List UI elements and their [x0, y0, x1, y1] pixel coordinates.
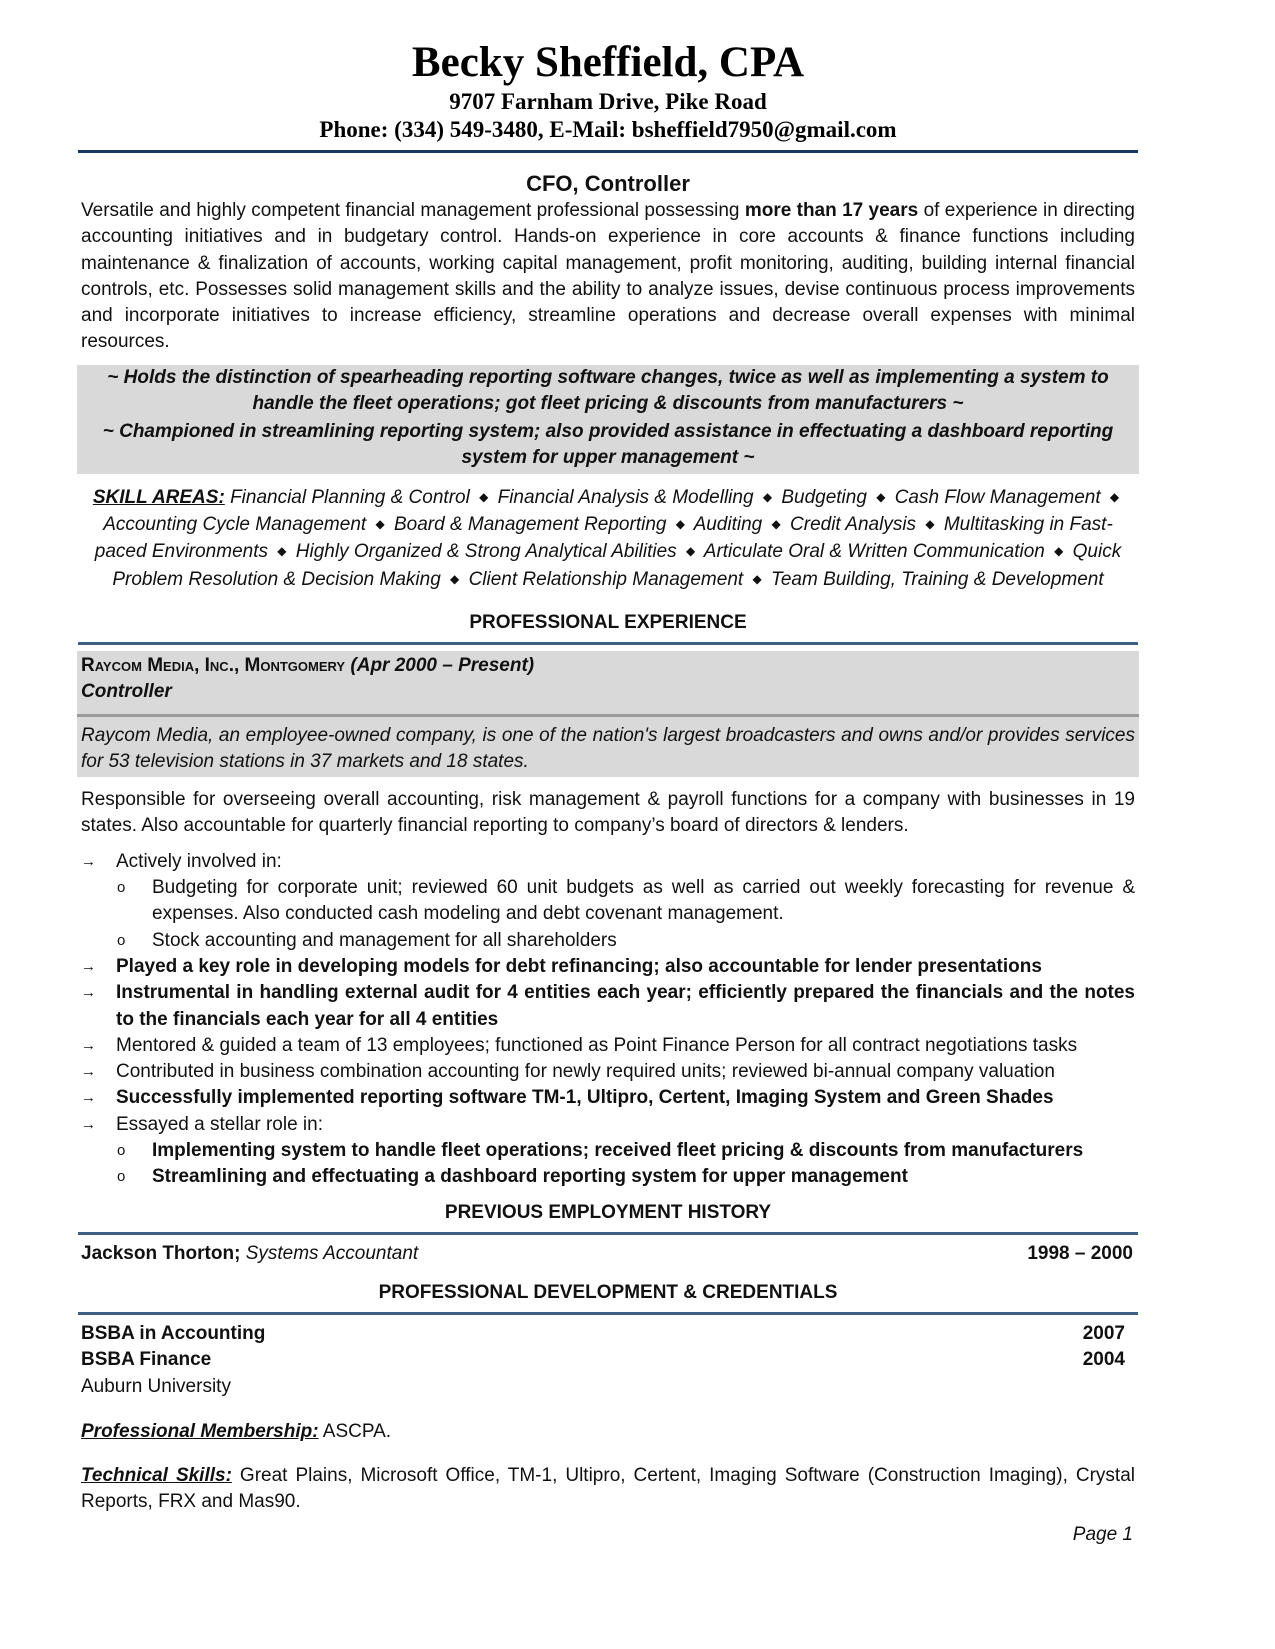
diamond-bullet-icon: ◆: [375, 517, 385, 532]
degree-year: 2004: [1082, 1349, 1125, 1371]
previous-job-row: [81, 1241, 1135, 1267]
resume-header: [81, 38, 1135, 144]
skill-item: Board & Management Reporting: [393, 514, 667, 536]
diamond-bullet-icon: ◆: [876, 489, 886, 504]
section-divider: [78, 642, 1138, 645]
skill-item: Auditing: [693, 514, 763, 536]
company-name: Raycom Media, Inc., Montgomery: [81, 654, 346, 676]
professional-membership: [81, 1419, 1135, 1445]
page-number: Page 1: [1072, 1523, 1133, 1545]
diamond-bullet-icon: ◆: [925, 517, 935, 532]
job-position: Controller: [81, 681, 172, 703]
skill-areas-label: SKILL AREAS:: [92, 486, 225, 508]
section-divider: [78, 1312, 1138, 1315]
achievement-text: Actively involved in:: [116, 850, 282, 872]
degree-year: 2007: [1082, 1322, 1125, 1344]
contact-info: Phone: (334) 549-3480, E-Mail: bsheffield7950@gmail.com: [319, 117, 897, 142]
diamond-bullet-icon: ◆: [1054, 544, 1064, 559]
arrow-bullet-icon: →: [81, 1063, 96, 1081]
section-heading-experience: PROFESSIONAL EXPERIENCE: [469, 611, 747, 633]
technical-skills-value: Great Plains, Microsoft Office, TM-1, Ultipro, Certent, Imaging Software (Construction Imaging), Crystal Reports, FRX and Mas90.: [81, 1465, 1136, 1513]
school-name: Auburn University: [81, 1375, 231, 1397]
sub-achievement-item: [81, 1164, 1135, 1190]
skill-item: Highly Organized & Strong Analytical Abilities: [295, 541, 677, 563]
membership-label: Professional Membership:: [81, 1420, 319, 1442]
technical-skills: [81, 1463, 1135, 1516]
arrow-bullet-icon: →: [81, 852, 96, 870]
technical-skills-label: Technical Skills:: [81, 1465, 232, 1487]
degree-name: BSBA in Accounting: [81, 1322, 266, 1344]
highlights-box: [77, 365, 1139, 474]
skill-areas: [81, 484, 1135, 593]
achievement-item: [81, 1112, 1135, 1191]
skill-item: Cash Flow Management: [894, 486, 1101, 508]
circle-bullet-icon: o: [117, 1142, 126, 1160]
achievement-list: [81, 849, 1135, 1191]
achievement-item: [81, 1033, 1135, 1059]
sub-achievement-text: Implementing system to handle fleet operations; received fleet pricing & discounts from manufacturers: [152, 1140, 1084, 1162]
sub-achievement-list: [81, 875, 1135, 954]
achievement-text: Instrumental in handling external audit for 4 entities each year; efficiently prepared the financials and the notes to the financials each year for all 4 entities: [116, 982, 1135, 1030]
skill-item: Accounting Cycle Management: [103, 514, 367, 536]
skill-item: Quick Problem Resolution & Decision Making: [112, 541, 1122, 590]
arrow-bullet-icon: →: [81, 957, 96, 975]
circle-bullet-icon: o: [117, 931, 126, 949]
sub-achievement-item: [81, 928, 1135, 954]
company-description: Raycom Media, an employee-owned company, is one of the nation's largest broadcasters and owns and/or provides services for 53 television stations in 37 markets and 18 states.: [77, 717, 1139, 778]
circle-bullet-icon: o: [117, 879, 126, 897]
candidate-name: Becky Sheffield, CPA: [411, 39, 805, 86]
address: 9707 Farnham Drive, Pike Road: [449, 89, 767, 114]
achievement-text: Contributed in business combination accounting for newly required units; reviewed bi-annual company valuation: [116, 1061, 1055, 1083]
target-role-title: CFO, Controller: [526, 171, 690, 196]
degree-name: BSBA Finance: [81, 1349, 212, 1371]
summary-text-1: Versatile and highly competent financial management professional possessing: [81, 200, 745, 221]
circle-bullet-icon: o: [117, 1168, 126, 1186]
skill-item: Client Relationship Management: [468, 568, 744, 590]
achievement-item: [81, 849, 1135, 954]
job-responsibility: Responsible for overseeing overall accounting, risk management & payroll functions for a company with businesses in 19 states. Also accountable for quarterly financial reporting to company’s board of directors & lenders.: [81, 789, 1135, 837]
diamond-bullet-icon: ◆: [675, 517, 685, 532]
achievement-item: [81, 980, 1135, 1033]
arrow-bullet-icon: →: [81, 1115, 96, 1133]
skill-item: Articulate Oral & Written Communication: [703, 541, 1045, 563]
diamond-bullet-icon: ◆: [277, 544, 287, 559]
skill-item: Credit Analysis: [790, 514, 917, 536]
diamond-bullet-icon: ◆: [771, 517, 781, 532]
achievement-item: [81, 1059, 1135, 1085]
degree-row: [81, 1347, 1135, 1373]
job-header: [77, 651, 1139, 717]
sub-achievement-item: [81, 875, 1135, 928]
skill-item: Financial Analysis & Modelling: [497, 486, 754, 508]
achievement-text: Successfully implemented reporting software TM-1, Ultipro, Certent, Imaging System and Green Shades: [116, 1087, 1054, 1109]
previous-role: Systems Accountant: [245, 1242, 419, 1264]
section-heading-previous: PREVIOUS EMPLOYMENT HISTORY: [444, 1201, 772, 1223]
skill-item: Multitasking in Fast-paced Environments: [94, 514, 1113, 563]
job-dates: (Apr 2000 – Present): [350, 654, 535, 676]
achievement-text: Mentored & guided a team of 13 employees; functioned as Point Finance Person for all contract negotiations tasks: [116, 1034, 1078, 1056]
summary-text-2: of experience in directing accounting initiatives and in budgetary control. Hands-on experience in core accounts & finance functions including maintenance & finalization of accounts, working capital management, profit monitoring, auditing, building internal financial controls, etc. Possesses solid management skills and the ability to analyze issues, devise continuous process improvements and incorporate initiatives to increase efficiency, streamline operations and decrease overall expenses with minimal resources.: [81, 200, 1135, 353]
diamond-bullet-icon: ◆: [752, 571, 762, 586]
highlight-item: ~ Holds the distinction of spearheading reporting software changes, twice as well as implementing a system to handle the fleet operations; got fleet pricing & discounts from manufacturers ~: [107, 366, 1109, 415]
achievement-item: [81, 1085, 1135, 1111]
profile-summary: [81, 198, 1135, 356]
diamond-bullet-icon: ◆: [762, 489, 773, 504]
highlight-item: ~ Championed in streamlining reporting system; also provided assistance in effectuating a dashboard reporting system for upper management ~: [102, 420, 1114, 469]
sub-achievement-text: Stock accounting and management for all shareholders: [152, 929, 617, 951]
previous-years: 1998 – 2000: [1027, 1242, 1133, 1264]
section-divider: [78, 1232, 1138, 1235]
degree-row: [81, 1321, 1135, 1347]
skill-item: Team Building, Training & Development: [770, 568, 1104, 590]
arrow-bullet-icon: →: [81, 1036, 96, 1054]
sub-achievement-text: Budgeting for corporate unit; reviewed 60 unit budgets as well as carried out weekly forecasting for revenue & expenses. Also conducted cash modeling and debt covenant management.: [152, 877, 1135, 925]
diamond-bullet-icon: ◆: [1109, 489, 1120, 504]
arrow-bullet-icon: →: [81, 984, 96, 1002]
education-list: [81, 1321, 1135, 1400]
previous-employer: Jackson Thorton;: [81, 1242, 241, 1264]
header-divider: [78, 150, 1138, 153]
section-heading-education: PROFESSIONAL DEVELOPMENT & CREDENTIALS: [378, 1281, 838, 1303]
resume-page: [81, 0, 1135, 1548]
skill-item: Budgeting: [781, 486, 867, 508]
diamond-bullet-icon: ◆: [479, 489, 489, 504]
achievement-item: [81, 954, 1135, 980]
membership-value: ASCPA.: [318, 1420, 392, 1442]
diamond-bullet-icon: ◆: [685, 544, 696, 559]
skill-item: Financial Planning & Control: [230, 486, 470, 508]
diamond-bullet-icon: ◆: [450, 571, 460, 586]
sub-achievement-item: [81, 1138, 1135, 1164]
sub-achievement-list: [81, 1138, 1135, 1191]
achievement-text: Played a key role in developing models for debt refinancing; also accountable for lender presentations: [116, 955, 1042, 977]
sub-achievement-text: Streamlining and effectuating a dashboard reporting system for upper management: [152, 1166, 908, 1188]
achievement-text: Essayed a stellar role in:: [116, 1113, 323, 1135]
arrow-bullet-icon: →: [81, 1089, 96, 1107]
summary-emphasis: more than 17 years: [744, 200, 919, 221]
